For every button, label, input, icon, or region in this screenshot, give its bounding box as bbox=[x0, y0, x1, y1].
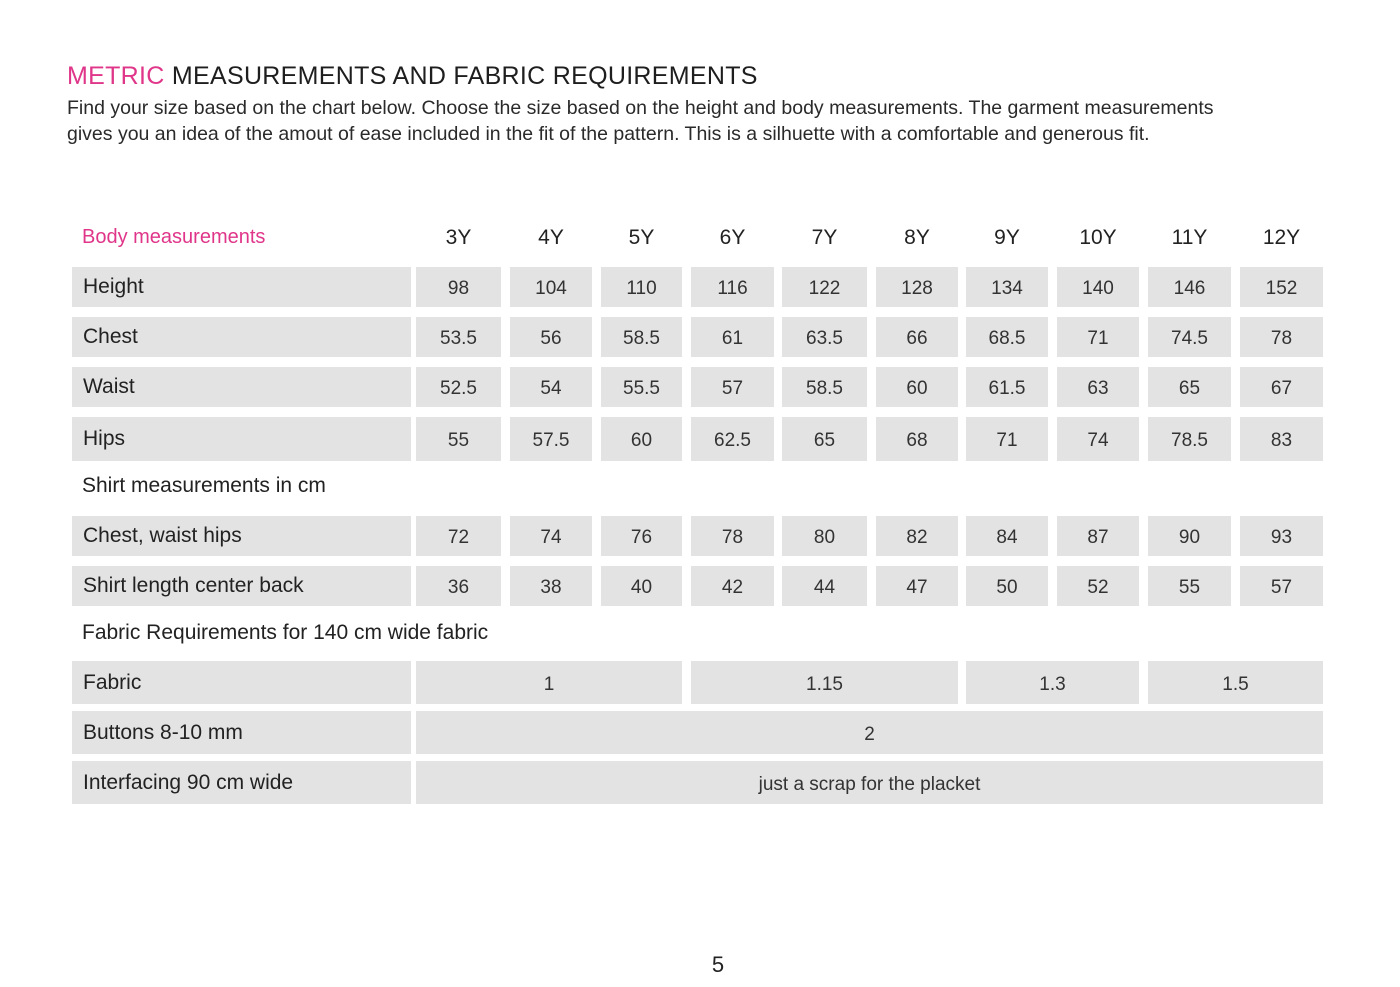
table-cell: 54 bbox=[510, 367, 592, 407]
row-label: Waist bbox=[72, 367, 411, 407]
table-cell: 122 bbox=[782, 267, 867, 307]
row-label: Fabric bbox=[72, 661, 411, 704]
row-label: Shirt length center back bbox=[72, 566, 411, 606]
size-column-header: 8Y bbox=[904, 226, 930, 249]
table-cell: 71 bbox=[1057, 317, 1139, 357]
size-column-header: 6Y bbox=[719, 226, 746, 249]
table-cell: 63.5 bbox=[782, 317, 867, 357]
table-cell: 50 bbox=[966, 566, 1048, 606]
table-cell: 55 bbox=[416, 417, 501, 461]
buttons-amount-cell: 2 bbox=[416, 711, 1323, 754]
table-cell: 98 bbox=[416, 267, 501, 307]
table-cell: 62.5 bbox=[691, 417, 774, 461]
table-cell: 128 bbox=[876, 267, 958, 307]
table-cell: 110 bbox=[601, 267, 682, 307]
intro-line: gives you an idea of the amout of ease included in the fit of the pattern. This is a silhuette with a comfortable and generous fit. bbox=[67, 123, 1150, 145]
title-rest: MEASUREMENTS AND FABRIC REQUIREMENTS bbox=[171, 62, 758, 90]
table-cell: 93 bbox=[1240, 516, 1323, 556]
fabric-section-label: Fabric Requirements for 140 cm wide fabric bbox=[82, 621, 489, 644]
table-cell: 61.5 bbox=[966, 367, 1048, 407]
fabric-amount-cell: 1.15 bbox=[691, 661, 958, 704]
table-cell: 67 bbox=[1240, 367, 1323, 407]
table-cell: 116 bbox=[691, 267, 774, 307]
fabric-amount-cell: 1.3 bbox=[966, 661, 1139, 704]
table-cell: 68.5 bbox=[966, 317, 1048, 357]
table-cell: 104 bbox=[510, 267, 592, 307]
table-cell: 40 bbox=[601, 566, 682, 606]
table-cell: 53.5 bbox=[416, 317, 501, 357]
size-column-header: 3Y bbox=[445, 226, 472, 249]
row-label: Chest, waist hips bbox=[72, 516, 411, 556]
table-cell: 74 bbox=[1057, 417, 1139, 461]
table-cell: 76 bbox=[601, 516, 682, 556]
size-column-header: 9Y bbox=[994, 226, 1020, 249]
table-cell: 78 bbox=[691, 516, 774, 556]
table-cell: 140 bbox=[1057, 267, 1139, 307]
table-cell: 82 bbox=[876, 516, 958, 556]
table-cell: 72 bbox=[416, 516, 501, 556]
table-cell: 68 bbox=[876, 417, 958, 461]
row-label: Chest bbox=[72, 317, 411, 357]
table-cell: 58.5 bbox=[601, 317, 682, 357]
intro-line: Find your size based on the chart below. Choose the size based on the height and body measurements. The garment measurements bbox=[67, 97, 1214, 119]
size-column-header: 5Y bbox=[628, 226, 655, 249]
table-cell: 57 bbox=[691, 367, 774, 407]
table-cell: 74.5 bbox=[1148, 317, 1231, 357]
row-label: Height bbox=[72, 267, 411, 307]
fabric-amount-cell: 1.5 bbox=[1148, 661, 1323, 704]
table-cell: 146 bbox=[1148, 267, 1231, 307]
size-column-header: 10Y bbox=[1079, 226, 1117, 249]
table-cell: 74 bbox=[510, 516, 592, 556]
table-cell: 52.5 bbox=[416, 367, 501, 407]
table-cell: 152 bbox=[1240, 267, 1323, 307]
table-cell: 61 bbox=[691, 317, 774, 357]
page-number: 5 bbox=[711, 952, 725, 977]
size-column-header: 4Y bbox=[538, 226, 564, 249]
table-cell: 87 bbox=[1057, 516, 1139, 556]
size-column-header: 11Y bbox=[1171, 226, 1208, 249]
title-accent: METRIC bbox=[67, 62, 165, 90]
table-cell: 36 bbox=[416, 566, 501, 606]
row-label: Hips bbox=[72, 417, 411, 461]
table-cell: 42 bbox=[691, 566, 774, 606]
size-column-header: 12Y bbox=[1262, 226, 1301, 249]
table-cell: 60 bbox=[876, 367, 958, 407]
table-cell: 83 bbox=[1240, 417, 1323, 461]
table-cell: 66 bbox=[876, 317, 958, 357]
table-cell: 44 bbox=[782, 566, 867, 606]
table-cell: 134 bbox=[966, 267, 1048, 307]
table-cell: 78.5 bbox=[1148, 417, 1231, 461]
table-cell: 55 bbox=[1148, 566, 1231, 606]
table-cell: 58.5 bbox=[782, 367, 867, 407]
table-cell: 80 bbox=[782, 516, 867, 556]
table-cell: 47 bbox=[876, 566, 958, 606]
table-cell: 71 bbox=[966, 417, 1048, 461]
table-cell: 57.5 bbox=[510, 417, 592, 461]
table-cell: 38 bbox=[510, 566, 592, 606]
table-cell: 56 bbox=[510, 317, 592, 357]
shirt-section-label: Shirt measurements in cm bbox=[82, 474, 326, 497]
size-column-header: 7Y bbox=[811, 226, 838, 249]
table-cell: 78 bbox=[1240, 317, 1323, 357]
table-cell: 84 bbox=[966, 516, 1048, 556]
table-cell: 52 bbox=[1057, 566, 1139, 606]
row-label: Buttons 8-10 mm bbox=[72, 711, 411, 754]
table-cell: 57 bbox=[1240, 566, 1323, 606]
fabric-amount-cell: 1 bbox=[416, 661, 682, 704]
interfacing-amount-cell: just a scrap for the placket bbox=[416, 761, 1323, 804]
table-cell: 60 bbox=[601, 417, 682, 461]
table-cell: 63 bbox=[1057, 367, 1139, 407]
row-label: Interfacing 90 cm wide bbox=[72, 761, 411, 804]
table-cell: 55.5 bbox=[601, 367, 682, 407]
table-cell: 65 bbox=[1148, 367, 1231, 407]
table-cell: 65 bbox=[782, 417, 867, 461]
table-cell: 90 bbox=[1148, 516, 1231, 556]
body-measurements-header: Body measurements bbox=[82, 226, 266, 248]
